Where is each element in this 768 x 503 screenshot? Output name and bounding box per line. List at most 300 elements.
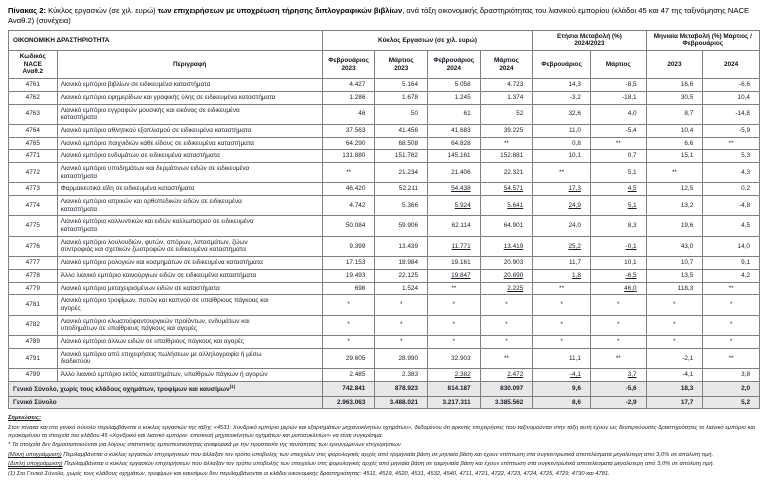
value-cell — [646, 269, 703, 282]
summary-label: Γενικό Σύνολο, χωρίς τους κλάδους οχημάτων, τροφίμων και καυσίμων$^{(1)}$ — [9, 381, 323, 396]
cell-value: 2.485 — [349, 371, 366, 379]
description-cell — [57, 137, 322, 150]
value-cell — [646, 282, 703, 295]
nace-code-cell: 4779 — [9, 282, 58, 295]
header-turnover-mar-2024 — [480, 51, 533, 79]
value-cell — [703, 124, 760, 137]
cell-value: 9,1 — [741, 259, 750, 267]
value-cell — [375, 104, 428, 124]
activity-description: Λιανικό εμπόριο κλωστοϋφαντουργικών προϊόντων, ενδυμάτων και υποδημάτων σε υπαίθριους πάγκους και αγορές — [60, 317, 250, 333]
cell-value: * — [347, 337, 350, 345]
value-cell — [480, 183, 533, 196]
description-cell — [57, 282, 322, 295]
value-cell — [375, 79, 428, 92]
value-cell — [480, 137, 533, 150]
cell-value: 2.963.063 — [336, 398, 366, 406]
cell-value: * — [505, 321, 508, 329]
table-row — [9, 236, 760, 256]
value-cell — [375, 269, 428, 282]
cell-value: 30,5 — [680, 93, 694, 101]
cell-value: 10,4 — [737, 93, 750, 101]
value-cell — [375, 381, 428, 396]
cell-value: 37.563 — [345, 126, 366, 134]
value-cell — [375, 348, 428, 368]
cell-value: 151.762 — [394, 152, 418, 160]
value-cell — [428, 257, 481, 270]
header-line: Φεβρουάριος — [433, 56, 475, 64]
value-cell — [533, 295, 591, 315]
value-cell — [646, 335, 703, 348]
value-cell — [533, 216, 591, 236]
activity-description: Λιανικό εμπόριο εφημερίδων και γραφικής ύλης σε ειδικευμένα καταστήματα — [60, 93, 276, 101]
value-cell — [480, 216, 533, 236]
cell-value: 4,2 — [741, 271, 750, 279]
value-cell — [375, 216, 428, 236]
value-cell — [322, 183, 375, 196]
cell-value: * — [399, 321, 403, 329]
cell-value: * — [452, 301, 456, 309]
cell-value: 4,3 — [741, 168, 750, 176]
value-cell — [322, 348, 375, 368]
value-cell — [322, 257, 375, 270]
nace-code-cell: 4777 — [9, 257, 58, 270]
header-line: 2024/2023 — [574, 40, 605, 48]
value-cell — [533, 396, 591, 409]
value-cell — [375, 335, 428, 348]
cell-value: 59.906 — [398, 222, 418, 230]
cell-value: 62.114 — [451, 222, 471, 230]
value-cell — [480, 282, 533, 295]
value-cell — [480, 104, 533, 124]
note-lead: (1) — [8, 470, 16, 477]
note-lead: * — [8, 442, 11, 449]
description-cell — [57, 162, 322, 182]
note-line: (1) Στο Γενικό Σύνολο, χωρίς τους κλάδους οχημάτων, τροφίμων και καυσίμων δεν περιλαμβάνονται οι κλάδοι οικονομικής δραστηριότητας: 4511, 4519, 4520, 4531, 4532, 4540, 4711, 4721, 4722, 4723, 4724, 4725, 4729, 4730 και 4781. — [8, 470, 610, 477]
cell-value: ** — [451, 284, 457, 292]
cell-value: * — [505, 337, 508, 345]
value-cell — [322, 124, 375, 137]
value-cell — [375, 150, 428, 163]
value-cell — [322, 196, 375, 216]
nace-code-cell: 4763 — [9, 104, 58, 124]
description-cell — [57, 369, 322, 382]
value-cell — [428, 315, 481, 335]
value-cell — [590, 104, 646, 124]
value-cell — [703, 196, 760, 216]
cell-value: 3.217.311 — [442, 398, 471, 406]
header-turnover-mar-2023 — [375, 51, 428, 79]
cell-value: -2,1 — [682, 354, 694, 362]
table-row — [9, 369, 760, 382]
value-cell — [533, 196, 591, 216]
nace-code-cell: 4762 — [9, 91, 58, 104]
value-cell — [533, 282, 591, 295]
header-annual-mar: Μάρτιος — [590, 51, 646, 79]
note-lead: (Διπλή υπογράμμιση) — [8, 461, 63, 468]
cell-value: 19.847 — [451, 271, 471, 279]
cell-value: 4,5 — [741, 222, 750, 230]
cell-value: 4.742 — [349, 201, 366, 209]
description-cell — [57, 295, 322, 315]
value-cell — [428, 396, 481, 409]
cell-value: 16,6 — [680, 81, 694, 89]
header-line: Μάρτιος — [493, 56, 519, 64]
header-turnover-feb-2024 — [428, 51, 481, 79]
cell-value: 118,3 — [677, 284, 694, 292]
value-cell — [646, 137, 703, 150]
value-cell — [375, 162, 428, 182]
value-cell — [428, 369, 481, 382]
activity-description: Άλλο λιανικό εμπόριο καινούργιων ειδών σε ειδικευμένα καταστήματα — [60, 271, 257, 279]
header-monthly-2024: 2024 — [703, 51, 760, 79]
note-line: * Τα στοιχεία δεν δημοσιοποιούνται για λόγους στατιστικής εμπιστευτικότητας αναφορικά με την προστασία της ταυτότητας των ερευνώμενων επιχειρήσεων. — [8, 442, 403, 449]
value-cell — [533, 269, 591, 282]
cell-value: 8,6 — [572, 398, 581, 406]
cell-value: * — [452, 321, 456, 329]
value-cell — [480, 257, 533, 270]
value-cell — [533, 104, 591, 124]
value-cell — [322, 335, 375, 348]
table-row — [9, 295, 760, 315]
activity-description: Λιανικό εμπόριο άλλων ειδών σε υπαίθριους πάγκους και αγορές — [60, 337, 244, 345]
header-turnover-feb-2023 — [322, 51, 375, 79]
nace-code-cell: 4775 — [9, 216, 58, 236]
header-line: Φεβρουάριος — [328, 56, 369, 64]
nace-code-cell: 4772 — [9, 162, 58, 182]
value-cell — [322, 91, 375, 104]
table-row — [9, 216, 760, 236]
description-cell — [57, 348, 322, 368]
value-cell — [703, 269, 760, 282]
value-cell — [533, 381, 591, 396]
value-cell — [646, 315, 703, 335]
value-cell — [375, 295, 428, 315]
value-cell — [533, 91, 591, 104]
value-cell — [322, 162, 375, 182]
title-segment: , ανά τάξη οικονομικής δραστηριότητας του λιανικού εμπορίου (κλάδοι 45 και 47 της ταξινόμησης NACE Αναθ.2) (συνέχεια) — [8, 6, 750, 25]
cell-value: 50.084 — [345, 222, 366, 230]
value-cell — [590, 269, 646, 282]
value-cell — [533, 335, 591, 348]
table-row — [9, 150, 760, 163]
table-row — [9, 104, 760, 124]
value-cell — [703, 335, 760, 348]
cell-value: 11,1 — [568, 354, 581, 362]
cell-value: 24,9 — [568, 201, 581, 209]
cell-value: 4,5 — [627, 185, 637, 193]
value-cell — [480, 269, 533, 282]
value-cell — [590, 216, 646, 236]
value-cell — [590, 257, 646, 270]
cell-value: 2.472 — [507, 371, 524, 379]
nace-code-cell: 4791 — [9, 348, 58, 368]
cell-value: 41.683 — [451, 126, 471, 134]
value-cell — [480, 335, 533, 348]
value-cell — [428, 137, 481, 150]
value-cell — [375, 257, 428, 270]
notes — [8, 414, 760, 478]
activity-description: Φαρμακευτικά είδη σε ειδικευμένα καταστήματα — [60, 185, 195, 193]
cell-value: 11,7 — [568, 259, 581, 267]
value-cell — [533, 348, 591, 368]
description-cell — [57, 196, 322, 216]
cell-value: ** — [503, 354, 509, 362]
cell-value: 14,3 — [568, 81, 581, 89]
cell-value: 54.571 — [503, 185, 524, 193]
value-cell — [703, 396, 760, 409]
activity-description: Λιανικό εμπόριο εγγραφών μουσικής και εικόνας σε ειδικευμένα καταστήματα — [60, 106, 240, 122]
cell-value: * — [673, 321, 676, 329]
cell-value: 5.058 — [454, 81, 471, 89]
summary-row — [9, 396, 760, 409]
cell-value: 11.771 — [451, 242, 471, 250]
value-cell — [646, 257, 703, 270]
value-cell — [703, 104, 760, 124]
value-cell — [322, 216, 375, 236]
cell-value: ** — [503, 139, 509, 147]
nace-code-cell: 4778 — [9, 269, 58, 282]
value-cell — [703, 381, 760, 396]
table-row — [9, 315, 760, 335]
cell-value: 8,3 — [627, 222, 637, 230]
cell-value: 14,0 — [737, 242, 750, 250]
table-row — [9, 124, 760, 137]
header-line: 2024 — [499, 64, 514, 72]
cell-value: 15,1 — [680, 152, 694, 160]
cell-value: 24,0 — [568, 222, 581, 230]
cell-value: 17.153 — [345, 259, 366, 267]
value-cell — [375, 236, 428, 256]
cell-value: 10,4 — [680, 126, 694, 134]
notes-lines — [8, 424, 760, 478]
activity-description: Λιανικό εμπόριο τροφίμων, ποτών και καπνού σε υπαίθριους πάγκους και αγορές — [60, 297, 269, 312]
value-cell — [703, 315, 760, 335]
cell-value: * — [560, 301, 563, 309]
description-cell — [57, 150, 322, 163]
value-cell — [703, 183, 760, 196]
cell-value: 43,0 — [680, 242, 694, 250]
cell-value: 2.382 — [454, 371, 471, 379]
nace-code-cell: 4764 — [9, 124, 58, 137]
footnote-ref: (1) — [229, 383, 236, 389]
value-cell — [375, 282, 428, 295]
activity-description: Λιανικό εμπόριο αθλητικού εξοπλισμού σε ειδικευμένα καταστήματα — [60, 126, 252, 134]
value-cell — [646, 381, 703, 396]
value-cell — [646, 295, 703, 315]
description-cell — [57, 269, 322, 282]
cell-value: 5.366 — [402, 201, 418, 209]
cell-value: 52.211 — [398, 185, 418, 193]
cell-value: 9,6 — [572, 384, 581, 392]
cell-value: 3.385.562 — [494, 398, 524, 406]
value-cell — [590, 348, 646, 368]
value-cell — [428, 124, 481, 137]
cell-value: 17,7 — [680, 398, 694, 406]
cell-value: 742.841 — [342, 384, 366, 392]
cell-value: 46.420 — [345, 185, 366, 193]
nace-code-cell: 4799 — [9, 369, 58, 382]
value-cell — [703, 216, 760, 236]
cell-value: 41.456 — [398, 126, 418, 134]
value-cell — [590, 162, 646, 182]
header-line: Ετήσια Μεταβολή (%) — [557, 32, 622, 40]
value-cell — [590, 295, 646, 315]
value-cell — [646, 396, 703, 409]
table-row — [9, 257, 760, 270]
cell-value: ** — [559, 284, 565, 292]
value-cell — [533, 257, 591, 270]
cell-value: 5,3 — [741, 152, 750, 160]
cell-value: 22.125 — [398, 271, 418, 279]
value-cell — [646, 216, 703, 236]
nace-code-cell: 4773 — [9, 183, 58, 196]
cell-value: 1.286 — [349, 93, 366, 101]
cell-value: 698 — [354, 284, 366, 292]
cell-value: 0,7 — [627, 152, 637, 160]
value-cell — [703, 295, 760, 315]
activity-description: Λιανικό εμπόριο μεταχειρισμένων ειδών σε καταστήματα — [60, 284, 220, 292]
cell-value: -18,1 — [622, 93, 637, 101]
value-cell — [703, 79, 760, 92]
cell-value: ** — [728, 354, 734, 362]
cell-value: 2,0 — [741, 384, 750, 392]
cell-value: 2.225 — [507, 284, 524, 292]
cell-value: 54.438 — [451, 185, 471, 193]
value-cell — [590, 124, 646, 137]
value-cell — [375, 124, 428, 137]
value-cell — [428, 348, 481, 368]
cell-value: * — [452, 337, 456, 345]
table-row — [9, 269, 760, 282]
description-cell — [57, 183, 322, 196]
value-cell — [375, 369, 428, 382]
value-cell — [375, 315, 428, 335]
cell-value: * — [347, 321, 350, 329]
header-line: 2023 — [394, 64, 409, 72]
note-lead: (Μονή υπογράμμιση) — [8, 451, 62, 458]
cell-value: 5.641 — [507, 201, 524, 209]
value-cell — [646, 369, 703, 382]
value-cell — [590, 196, 646, 216]
value-cell — [428, 91, 481, 104]
value-cell — [480, 162, 533, 182]
value-cell — [480, 315, 533, 335]
group-header-row — [9, 30, 760, 50]
cell-value: 13,2 — [680, 201, 694, 209]
table-row — [9, 282, 760, 295]
cell-value: * — [673, 337, 676, 345]
activity-description: Άλλο λιανικό εμπόριο εκτός καταστημάτων, υπαίθριων πάγκων ή αγορών — [60, 371, 268, 379]
nace-code-cell: 4765 — [9, 137, 58, 150]
cell-value: 32.903 — [451, 354, 471, 362]
description-cell — [57, 236, 322, 256]
cell-value: -4,1 — [569, 371, 581, 379]
description-cell — [57, 335, 322, 348]
value-cell — [322, 150, 375, 163]
value-cell — [322, 282, 375, 295]
value-cell — [533, 236, 591, 256]
cell-value: 64.290 — [345, 139, 366, 147]
cell-value: 814.187 — [447, 384, 471, 392]
value-cell — [590, 91, 646, 104]
header-line: 2024 — [446, 64, 461, 72]
cell-value: 878.923 — [394, 384, 418, 392]
cell-value: 0,2 — [741, 185, 750, 193]
value-cell — [646, 162, 703, 182]
value-cell — [428, 269, 481, 282]
cell-value: ** — [728, 284, 734, 292]
cell-value: 145.161 — [447, 152, 471, 160]
title-segment: Πίνακας 2: — [8, 6, 49, 15]
value-cell — [590, 335, 646, 348]
value-cell — [428, 216, 481, 236]
cell-value: 0,8 — [572, 139, 581, 147]
header-annual-change-group — [533, 30, 646, 50]
value-cell — [375, 396, 428, 409]
cell-value: 20.690 — [503, 271, 524, 279]
value-cell — [480, 396, 533, 409]
cell-value: * — [505, 301, 508, 309]
cell-value: 5.924 — [454, 201, 471, 209]
cell-value: 3.488.021 — [389, 398, 418, 406]
value-cell — [375, 91, 428, 104]
cell-value: 21.234 — [398, 168, 418, 176]
value-cell — [322, 381, 375, 396]
table-row — [9, 196, 760, 216]
cell-value: 5,2 — [741, 398, 750, 406]
description-cell — [57, 79, 322, 92]
cell-value: 22.321 — [503, 168, 524, 176]
value-cell — [703, 150, 760, 163]
cell-value: 12,5 — [680, 185, 694, 193]
value-cell — [322, 269, 375, 282]
cell-value: 6,6 — [684, 139, 694, 147]
nace-code-cell: 4781 — [9, 295, 58, 315]
cell-value: 32,6 — [568, 110, 581, 118]
value-cell — [590, 236, 646, 256]
cell-value: 13.439 — [398, 242, 418, 250]
cell-value: 46,0 — [624, 284, 637, 292]
header-line: Αναθ.2 — [22, 68, 44, 76]
page-title — [8, 6, 760, 26]
activity-description: Λιανικό εμπόριο υποδημάτων και δερμάτινων ειδών σε ειδικευμένα καταστήματα — [60, 164, 250, 180]
table-header — [9, 30, 760, 78]
summary-label: Γενικό Σύνολο — [9, 396, 323, 409]
activity-description: Λιανικό εμπόριο καλλυντικών και ειδών καλλωπισμού σε ειδικευμένα καταστήματα — [60, 218, 254, 234]
cell-value: 29.605 — [345, 354, 366, 362]
cell-value: 5,1 — [627, 201, 637, 209]
value-cell — [428, 282, 481, 295]
cell-value: 19.161 — [451, 259, 471, 267]
value-cell — [533, 79, 591, 92]
cell-value: 68.508 — [398, 139, 418, 147]
value-cell — [533, 162, 591, 182]
value-cell — [428, 183, 481, 196]
activity-description: Λιανικό εμπόριο από επιχειρήσεις πωλήσεων με αλληλογραφία ή μέσω διαδικτύου — [60, 350, 262, 366]
cell-value: * — [729, 301, 733, 309]
cell-value: 10,7 — [680, 259, 694, 267]
cell-value: 13.419 — [503, 242, 524, 250]
cell-value: * — [399, 301, 403, 309]
value-cell — [703, 91, 760, 104]
cell-value: 18.984 — [398, 259, 418, 267]
table-row — [9, 335, 760, 348]
value-cell — [480, 124, 533, 137]
summary-row — [9, 381, 760, 396]
table-row — [9, 91, 760, 104]
nace-code-cell: 4774 — [9, 196, 58, 216]
activity-description: Λιανικό εμπόριο βιβλίων σε ειδικευμένα καταστήματα — [60, 81, 211, 89]
